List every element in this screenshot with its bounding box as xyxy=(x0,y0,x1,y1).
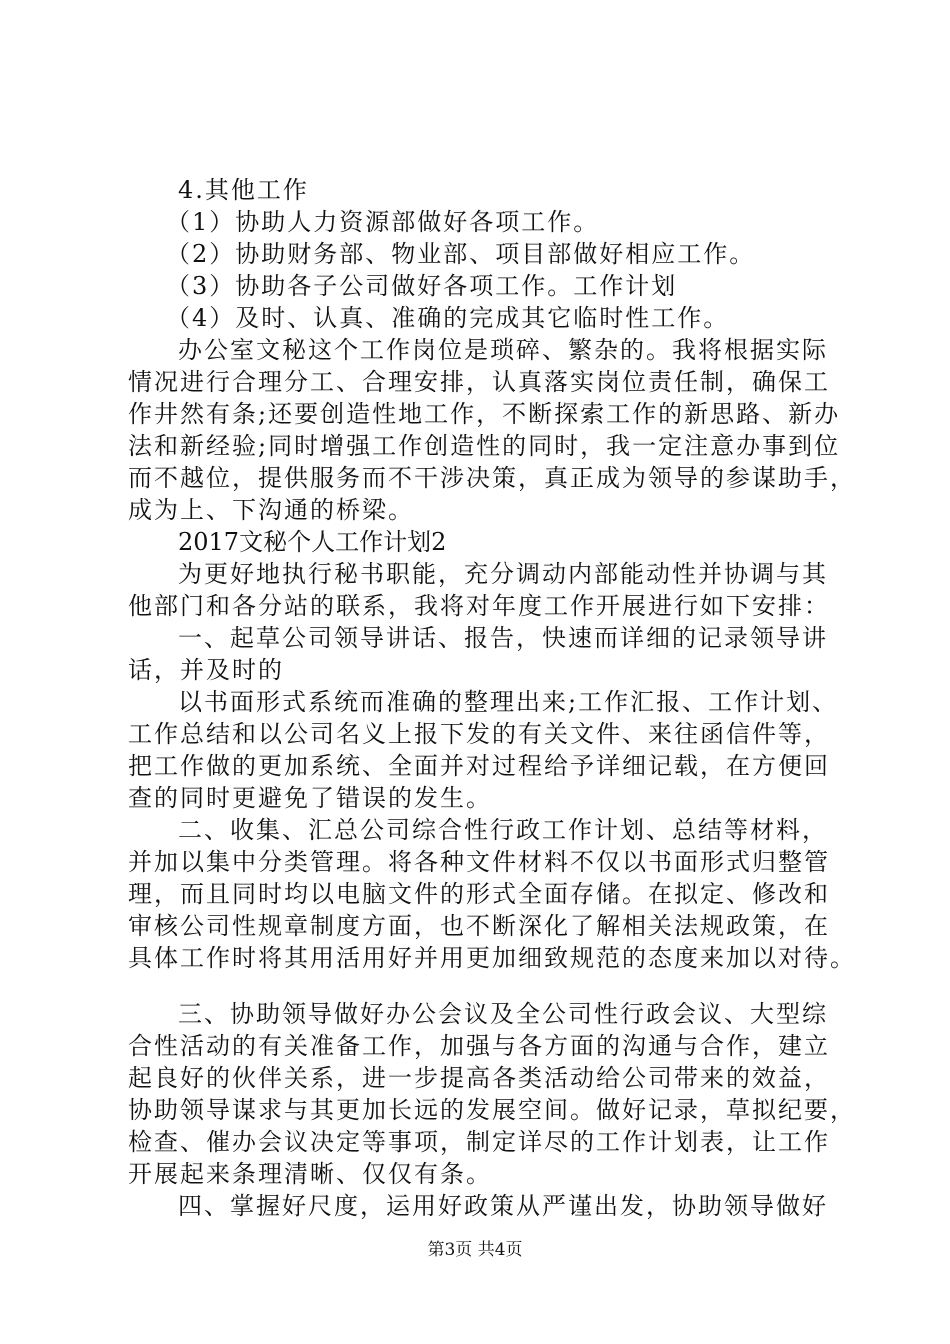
paragraph-line: 作井然有条;还要创造性地工作，不断探索工作的新思路、新办 xyxy=(128,400,841,428)
paragraph-line: 理，而且同时均以电脑文件的形式全面存储。在拟定、修改和 xyxy=(128,880,830,908)
paragraph-line: 以书面形式系统而准确的整理出来;工作汇报、工作计划、 xyxy=(178,688,839,716)
section-heading: 4.其他工作 xyxy=(178,176,309,204)
paragraph-line: 审核公司性规章制度方面，也不断深化了解相关法规政策，在 xyxy=(128,912,830,940)
paragraph-line: 话，并及时的 xyxy=(128,656,284,684)
paragraph-line: 情况进行合理分工、合理安排，认真落实岗位责任制，确保工 xyxy=(128,368,830,396)
page-number-footer: 第3页 共4页 xyxy=(427,1240,523,1260)
list-item: （4）及时、认真、准确的完成其它临时性工作。 xyxy=(166,304,730,332)
paragraph-line: 具体工作时将其用活用好并用更加细致规范的态度来加以对待。 xyxy=(128,944,856,972)
paragraph-line: 把工作做的更加系统、全面并对过程给予详细记载，在方便回 xyxy=(128,752,830,780)
list-item: （1）协助人力资源部做好各项工作。 xyxy=(166,208,600,236)
paragraph-line: 四、掌握好尺度，运用好政策从严谨出发，协助领导做好 xyxy=(178,1192,828,1220)
paragraph-line: 开展起来条理清晰、仅仅有条。 xyxy=(128,1160,492,1188)
paragraph-line: 合性活动的有关准备工作，加强与各方面的沟通与合作，建立 xyxy=(128,1032,830,1060)
paragraph-line: 起良好的伙伴关系，进一步提高各类活动给公司带来的效益， xyxy=(128,1064,830,1092)
document-subtitle: 2017文秘个人工作计划2 xyxy=(178,528,447,556)
paragraph-line: 为更好地执行秘书职能，充分调动内部能动性并协调与其 xyxy=(178,560,828,588)
paragraph-line: 协助领导谋求与其更加长远的发展空间。做好记录，草拟纪要， xyxy=(128,1096,856,1124)
paragraph-line: 二、收集、汇总公司综合性行政工作计划、总结等材料， xyxy=(178,816,828,844)
paragraph-line: 他部门和各分站的联系，我将对年度工作开展进行如下安排： xyxy=(128,592,830,620)
paragraph-line: 而不越位，提供服务而不干涉决策，真正成为领导的参谋助手， xyxy=(128,464,856,492)
paragraph-line: 查的同时更避免了错误的发生。 xyxy=(128,784,492,812)
paragraph-line: 三、协助领导做好办公会议及全公司性行政会议、大型综 xyxy=(178,1000,828,1028)
list-item: （3）协助各子公司做好各项工作。工作计划 xyxy=(166,272,678,300)
paragraph-line: 并加以集中分类管理。将各种文件材料不仅以书面形式归整管 xyxy=(128,848,830,876)
paragraph-line: 办公室文秘这个工作岗位是琐碎、繁杂的。我将根据实际 xyxy=(178,336,828,364)
list-item: （2）协助财务部、物业部、项目部做好相应工作。 xyxy=(166,240,756,268)
paragraph-line: 成为上、下沟通的桥梁。 xyxy=(128,496,414,524)
paragraph-line: 法和新经验;同时增强工作创造性的同时，我一定注意办事到位 xyxy=(128,432,841,460)
paragraph-line: 检查、催办会议决定等事项，制定详尽的工作计划表，让工作 xyxy=(128,1128,830,1156)
paragraph-line: 一、起草公司领导讲话、报告，快速而详细的记录领导讲 xyxy=(178,624,828,652)
paragraph-line: 工作总结和以公司名义上报下发的有关文件、来往函信件等， xyxy=(128,720,830,748)
